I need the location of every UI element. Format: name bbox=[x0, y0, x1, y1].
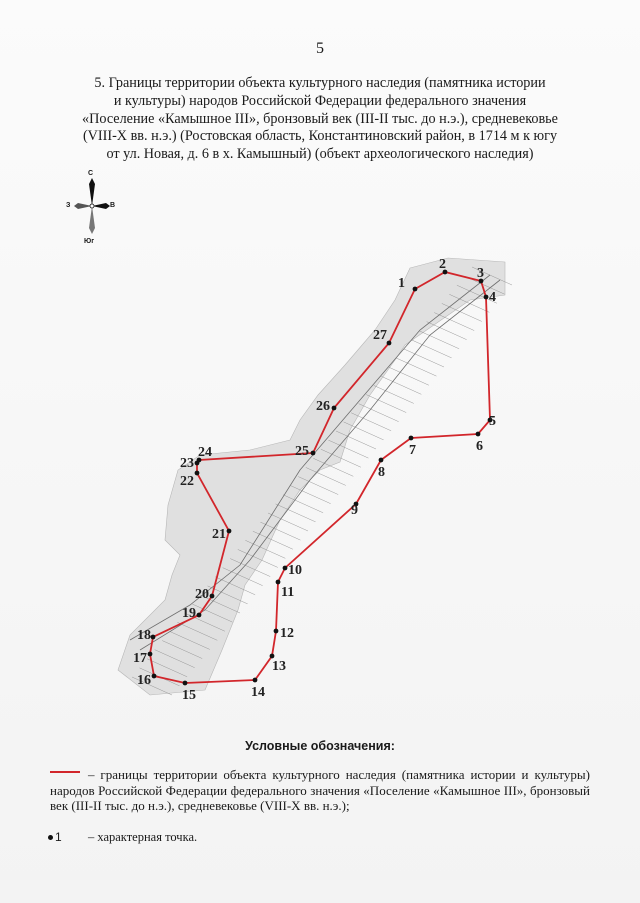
topographic-map bbox=[110, 245, 530, 715]
legend-boundary-description: – границы территории объекта культурного наследия (памятника истории и культуры) народов Российской Федерации федерального значения «Поселение «Камышное III», бронзовый век (III-II тыс. до н.э.), средневековье (VIII-X вв. н.э.); bbox=[50, 767, 590, 813]
point-marker-17 bbox=[148, 652, 153, 657]
page-number: 5 bbox=[316, 40, 324, 57]
compass-east-label: В bbox=[110, 202, 116, 209]
document-title bbox=[60, 75, 580, 164]
point-marker-11 bbox=[276, 580, 281, 585]
point-label-11: 11 bbox=[281, 585, 295, 600]
title-line: от ул. Новая, д. 6 в х. Камышный) (объект археологического наследия) bbox=[106, 146, 534, 163]
title-line: (VIII-X вв. н.э.) (Ростовская область, Константиновский район, в 1714 м к югу bbox=[82, 128, 558, 145]
point-marker-icon bbox=[48, 835, 53, 840]
point-marker-4 bbox=[484, 295, 489, 300]
title-line: и культуры) народов Российской Федерации федерального значения bbox=[113, 92, 527, 109]
point-marker-8 bbox=[379, 458, 384, 463]
point-label-25: 25 bbox=[295, 444, 309, 459]
point-label-23: 23 bbox=[180, 456, 194, 471]
compass-west-label: З bbox=[66, 202, 71, 209]
point-marker-25 bbox=[311, 451, 316, 456]
point-label-18: 18 bbox=[137, 628, 151, 643]
point-label-21: 21 bbox=[212, 527, 226, 542]
point-label-8: 8 bbox=[378, 465, 385, 480]
point-marker-21 bbox=[227, 529, 232, 534]
point-marker-6 bbox=[476, 432, 481, 437]
point-marker-19 bbox=[197, 613, 202, 618]
point-marker-20 bbox=[210, 594, 215, 599]
point-marker-10 bbox=[283, 566, 288, 571]
point-label-20: 20 bbox=[195, 587, 209, 602]
point-marker-27 bbox=[387, 341, 392, 346]
point-label-7: 7 bbox=[409, 443, 416, 458]
point-label-13: 13 bbox=[272, 659, 286, 674]
legend-point-text: – характерная точка. bbox=[88, 830, 198, 844]
legend-boundary-text bbox=[50, 767, 590, 814]
title-line: «Поселение «Камышное III», бронзовый век (III-II тыс. до н.э.), средневековье bbox=[82, 110, 558, 127]
legend-title: Условные обозначения: bbox=[245, 739, 395, 753]
point-label-5: 5 bbox=[489, 414, 496, 429]
point-label-17: 17 bbox=[133, 651, 147, 666]
point-marker-7 bbox=[409, 436, 414, 441]
point-label-26: 26 bbox=[316, 399, 330, 414]
point-label-9: 9 bbox=[351, 503, 358, 518]
point-label-4: 4 bbox=[489, 290, 496, 305]
point-label-1: 1 bbox=[398, 276, 405, 291]
point-marker-14 bbox=[253, 678, 258, 683]
point-marker-22 bbox=[195, 471, 200, 476]
point-marker-12 bbox=[274, 629, 279, 634]
point-marker-1 bbox=[413, 287, 418, 292]
point-label-10: 10 bbox=[288, 563, 302, 578]
compass-north-label: С bbox=[88, 170, 94, 177]
point-marker-26 bbox=[332, 406, 337, 411]
point-marker-15 bbox=[183, 681, 188, 686]
point-label-16: 16 bbox=[137, 673, 151, 688]
point-label-2: 2 bbox=[439, 257, 446, 272]
terrain-shading bbox=[118, 258, 512, 695]
point-label-19: 19 bbox=[182, 606, 196, 621]
point-marker-16 bbox=[152, 674, 157, 679]
point-label-24: 24 bbox=[198, 445, 212, 460]
point-label-22: 22 bbox=[180, 474, 194, 489]
compass-rose-icon bbox=[66, 170, 116, 250]
site-map bbox=[110, 245, 530, 715]
point-marker-13 bbox=[270, 654, 275, 659]
point-label-15: 15 bbox=[182, 688, 196, 703]
point-label-3: 3 bbox=[477, 266, 484, 281]
point-marker-18 bbox=[151, 635, 156, 640]
point-label-27: 27 bbox=[373, 328, 387, 343]
point-label-6: 6 bbox=[476, 439, 483, 454]
title-line: 5. Границы территории объекта культурного наследия (памятника истории bbox=[94, 75, 546, 91]
point-label-14: 14 bbox=[251, 685, 265, 700]
compass-south-label: Юг bbox=[84, 238, 95, 245]
point-label-12: 12 bbox=[280, 626, 294, 641]
legend-point-number: 1 bbox=[55, 830, 62, 844]
